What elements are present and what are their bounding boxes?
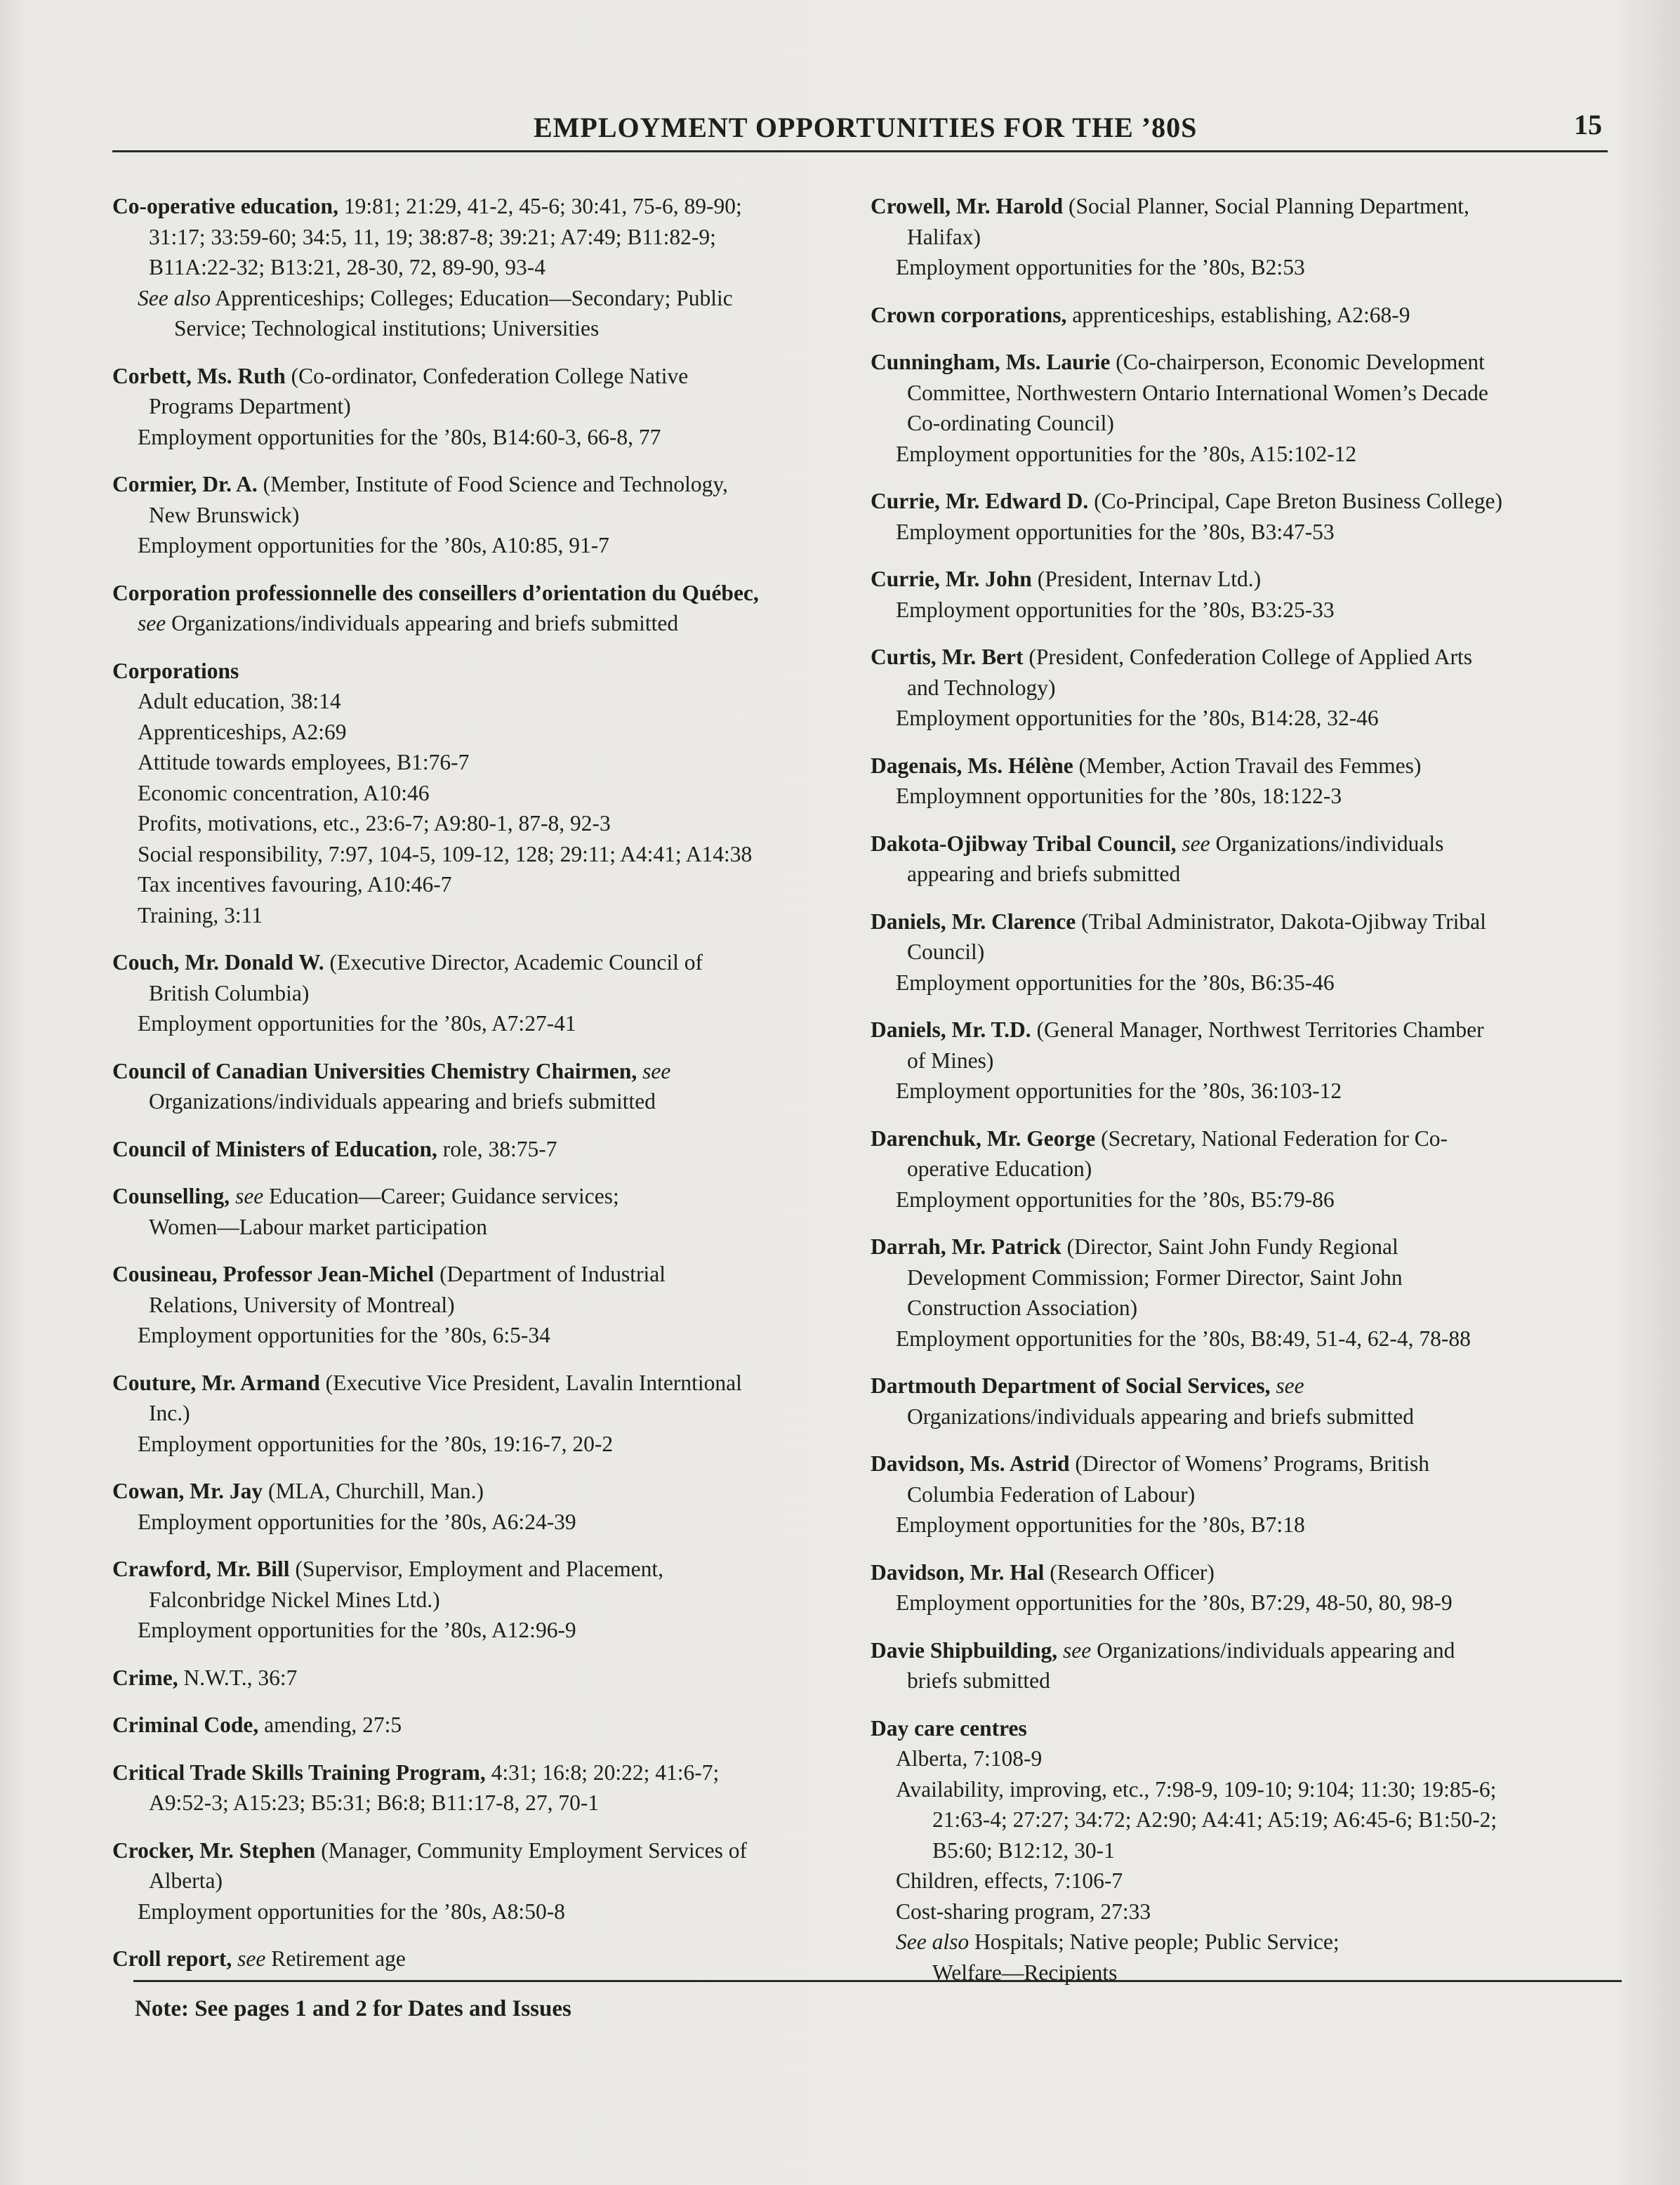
index-term: Daniels, Mr. T.D. [871,1017,1031,1042]
index-text: (Co-ordinator, Confederation College Native [285,363,689,388]
index-text: Organizations/individuals appearing and briefs submitted [149,1089,656,1114]
index-term: Co-operative education, [112,194,338,218]
index-text: Employment opportunities for the ’80s, A7:27-41 [138,1011,576,1036]
index-entry-line [871,1896,1622,1927]
index-text: (Tribal Administrator, Dakota-Ojibway Tribal [1076,909,1486,934]
index-entry-line [871,1927,1622,1958]
index-term: Crown corporations, [871,302,1067,327]
index-entry [871,751,1622,812]
index-entry-line [112,1086,885,1117]
index-text: Employment opportunities for the ’80s, 19:16-7, 20-2 [138,1431,614,1456]
index-term: Croll report, [112,1946,232,1971]
index-text: Welfare—Recipients [932,1960,1118,1985]
index-entry-line [871,937,1622,968]
index-entry-line [871,408,1622,439]
index-text: Training, 3:11 [138,902,263,928]
index-entry-line [112,252,885,283]
index-entry-line [871,1743,1622,1774]
index-text: Employment opportunities for the ’80s, B14:60-3, 66-8, 77 [138,424,661,449]
index-entry-heading-line [871,1713,1622,1744]
index-text: apprenticeships, establishing, A2:68-9 [1066,302,1410,327]
index-text: Employment opportunities for the ’80s, A8:50-8 [138,1899,565,1924]
index-entry-line [112,1788,885,1818]
index-term: Dartmouth Department of Social Services, [871,1373,1271,1398]
index-text: Co-ordinating Council) [907,411,1114,435]
index-text: Alberta, 7:108-9 [896,1746,1043,1771]
index-text: role, 38:75-7 [437,1136,557,1161]
index-entry-line [112,1896,885,1927]
index-entry [871,300,1622,331]
index-term: Darrah, Mr. Patrick [871,1234,1061,1259]
index-entry-line [112,1212,885,1243]
index-term: Counselling, [112,1184,230,1208]
index-text: Inc.) [149,1401,190,1425]
index-entry [871,1635,1622,1696]
index-entry [871,191,1622,283]
index-text: 4:31; 16:8; 20:22; 41:6-7; [485,1760,720,1785]
index-entry-line [871,1479,1622,1510]
index-text: Children, effects, 7:106-7 [896,1868,1123,1893]
index-entry-heading-line [871,642,1622,673]
index-text: Hospitals; Native people; Public Service; [969,1929,1340,1954]
index-text: Halifax) [907,224,981,249]
index-entry-heading-line [871,1015,1622,1045]
index-term: Cousineau, Professor Jean-Michel [112,1262,435,1286]
index-entry-line [112,1290,885,1321]
index-entry-line [112,978,885,1009]
index-entry-line [112,839,885,870]
index-entry-line [112,222,885,253]
index-entry-line [871,1804,1622,1835]
index-text: Attitude towards employees, B1:76-7 [138,750,470,774]
cross-reference-keyword: see [642,1058,671,1083]
index-entry-line [871,1665,1622,1696]
index-text: (MLA, Churchill, Man.) [263,1479,484,1503]
index-text [232,1946,237,1971]
index-entry-heading-line [112,1554,885,1585]
index-entry-heading-line [112,1181,885,1212]
index-text: (Social Planner, Social Planning Department, [1063,194,1469,218]
page-header [112,104,1608,152]
index-entry-line [112,1615,885,1646]
index-entry-heading-line [112,947,885,978]
index-entry [112,1943,885,1974]
index-text: A9:52-3; A15:23; B5:31; B6:8; B11:17-8, 27, 70-1 [149,1790,600,1815]
index-text: B5:60; B12:12, 30-1 [932,1837,1115,1863]
index-entry-line [112,283,885,314]
index-text: British Columbia) [149,980,310,1005]
index-entry-line [871,1293,1622,1323]
index-entry-heading-line [871,829,1622,859]
index-text: (Supervisor, Employment and Placement, [289,1557,663,1581]
index-text: Employment opportunities for the ’80s, B7:29, 48-50, 80, 98-9 [896,1590,1453,1615]
index-entry [871,1015,1622,1107]
index-term: Crime, [112,1665,178,1690]
index-term: Couch, Mr. Donald W. [112,950,324,975]
index-entry-line [871,439,1622,470]
footer-note: Note: See pages 1 and 2 for Dates and Issues [135,1996,571,2021]
cross-reference-keyword: see [138,611,166,635]
right-index-column [871,191,1622,2005]
index-entry-line [112,313,885,344]
index-text: Organizations/individuals [1210,831,1444,856]
index-entry [871,1713,1622,1988]
index-term: Critical Trade Skills Training Program, [112,1760,486,1785]
index-entry [112,1056,885,1117]
index-term: Criminal Code, [112,1712,259,1737]
index-text: Social responsibility, 7:97, 104-5, 109-12, 128; 29:11; A4:41; A14:38 [138,841,753,866]
index-text: Development Commission; Former Director, Saint John [907,1265,1403,1290]
index-entry-heading-line [112,1943,885,1974]
index-entry-heading-line [112,578,885,609]
index-entry [112,1663,885,1694]
index-entry [112,1368,885,1460]
index-text: Employment opportunities for the ’80s, B3:47-53 [896,519,1335,544]
index-entry-heading-line [112,1663,885,1694]
index-entry-heading-line [871,1635,1622,1666]
index-entry [871,1371,1622,1432]
index-entry-heading-line [871,486,1622,517]
index-term: Corbett, Ms. Ruth [112,363,286,388]
index-entry [112,1710,885,1741]
index-text: (Manager, Community Employment Services of [315,1837,747,1863]
index-entry-line [112,686,885,717]
index-entry [112,947,885,1039]
index-entry-line [871,1262,1622,1293]
index-entry [871,829,1622,890]
index-entry [871,1232,1622,1354]
index-entry-line [871,703,1622,734]
index-entry-heading-line [112,191,885,222]
cross-reference-keyword: see [1063,1637,1092,1663]
index-entry [871,1123,1622,1215]
index-text: Employment opportunities for the ’80s, A6:24-39 [138,1509,576,1534]
index-entry-line [112,391,885,422]
index-entry-line [112,1008,885,1039]
index-text: operative Education) [907,1156,1092,1181]
index-text: Columbia Federation of Labour) [907,1481,1196,1507]
index-text: Apprenticeships, A2:69 [138,719,347,744]
cross-reference-keyword: see [1276,1373,1304,1398]
index-text: Adult education, 38:14 [138,689,341,713]
index-entry-line [871,1510,1622,1540]
index-text: Employment opportunities for the ’80s, 6:5-34 [138,1323,550,1347]
index-text: briefs submitted [907,1668,1050,1693]
index-entry [871,347,1622,469]
index-text: appearing and briefs submitted [907,862,1181,886]
index-text: Organizations/individuals appearing and briefs submitted [907,1404,1415,1429]
index-entry [112,361,885,453]
index-entry-heading-line [871,906,1622,937]
index-entry [112,656,885,931]
index-entry-line [871,1958,1622,1988]
index-entry-heading-line [871,347,1622,378]
index-entry-heading-line [112,361,885,392]
index-term: Dagenais, Ms. Hélène [871,753,1073,778]
index-text: Employment opportunities for the ’80s, B5:79-86 [896,1187,1335,1212]
index-text: (Director of Womens’ Programs, British [1069,1451,1430,1476]
index-text: Employment opportunities for the ’80s, B7:18 [896,1512,1305,1537]
index-text: of Mines) [907,1048,994,1073]
index-entry [112,1181,885,1242]
left-index-column [112,191,885,1991]
index-text: (President, Confederation College of Applied Arts [1023,645,1473,669]
index-entry-line [112,422,885,453]
index-entry-heading-line [871,191,1622,222]
cross-reference-keyword: See also [138,285,211,310]
index-text [1057,1638,1063,1663]
index-term: Cowan, Mr. Jay [112,1479,263,1503]
index-entry-line [112,869,885,900]
index-text: and Technology) [907,675,1056,700]
index-text: Availability, improving, etc., 7:98-9, 109-10; 9:104; 11:30; 19:85-6; [896,1776,1497,1802]
index-text: (Executive Vice President, Lavalin Interntional [319,1370,742,1395]
index-text: amending, 27:5 [258,1712,402,1737]
index-text: Employment opportunities for the ’80s, B6:35-46 [896,970,1335,995]
index-entry [112,578,885,639]
cross-reference-keyword: See also [896,1929,970,1954]
index-text: Women—Labour market participation [149,1214,488,1239]
index-text: (Executive Director, Academic Council of [324,950,703,975]
index-text: Committee, Northwestern Ontario International Women’s Decade [907,380,1488,405]
index-term: Davidson, Ms. Astrid [871,1451,1070,1476]
index-entry-heading-line [112,656,885,687]
index-entry-line [871,378,1622,409]
index-entry-heading-line [871,1448,1622,1479]
index-entry-line [871,859,1622,890]
index-term: Curtis, Mr. Bert [871,645,1024,669]
index-text: Employment opportunities for the ’80s, B14:28, 32-46 [896,706,1379,730]
index-term: Council of Canadian Universities Chemistry Chairmen, [112,1058,637,1083]
index-term: Cormier, Dr. A. [112,472,258,496]
index-term: Davie Shipbuilding, [871,1637,1058,1663]
index-entry-line [871,1866,1622,1896]
index-entry [871,906,1622,998]
index-term: Currie, Mr. Edward D. [871,489,1089,513]
index-entry [112,1476,885,1537]
index-text: Organizations/individuals appearing and briefs submitted [166,611,679,635]
index-text: (President, Internav Ltd.) [1031,567,1262,591]
index-entry [871,1557,1622,1618]
index-text: Employment opportunities for the ’80s, 36:103-12 [896,1078,1342,1103]
index-text: 19:81; 21:29, 41-2, 45-6; 30:41, 75-6, 89-90; [338,194,742,218]
index-entry [112,469,885,561]
index-entry-heading-line [112,1134,885,1165]
index-term: Dakota-Ojibway Tribal Council, [871,831,1177,856]
index-text: Falconbridge Nickel Mines Ltd.) [149,1587,440,1612]
index-entry-line [112,1320,885,1351]
index-entry-line [112,500,885,531]
index-text: Education—Career; Guidance services; [263,1184,619,1208]
index-text: Alberta) [149,1868,223,1893]
index-text: Relations, University of Montreal) [149,1292,455,1317]
index-entry [871,642,1622,734]
index-term: Currie, Mr. John [871,567,1032,591]
index-text: (Secretary, National Federation for Co- [1095,1125,1448,1151]
index-entry-heading-line [871,1232,1622,1262]
index-term: Crawford, Mr. Bill [112,1557,290,1581]
index-entry-line [112,808,885,839]
index-entry-heading-line [871,1123,1622,1154]
index-term: Crocker, Mr. Stephen [112,1837,316,1863]
index-text: N.W.T., 36:7 [178,1665,298,1690]
index-entry-line [112,608,885,639]
index-entry-heading-line [112,1835,885,1866]
index-entry-line [871,252,1622,283]
index-term: Corporation professionnelle des conseillers d’orientation du Québec, [112,580,759,605]
index-text: (Department of Industrial [434,1262,666,1286]
index-text: Employmnent opportunities for the ’80s, 18:122-3 [896,784,1342,808]
index-entry [112,191,885,344]
index-entry-line [871,1401,1622,1432]
index-entry-line [112,1429,885,1460]
index-entry-line [871,222,1622,253]
index-term: Corporations [112,658,239,683]
index-entry-line [871,673,1622,704]
index-text: (General Manager, Northwest Territories Chamber [1031,1017,1484,1042]
index-text: 21:63-4; 27:27; 34:72; A2:90; A4:41; A5:19; A6:45-6; B1:50-2; [932,1807,1497,1832]
index-text: Employment opportunities for the ’80s, A15:102-12 [896,441,1357,466]
index-text: (Research Officer) [1044,1559,1215,1585]
page-number: 15 [1574,109,1602,140]
index-entry-heading-line [871,1371,1622,1401]
index-text: Organizations/individuals appearing and [1091,1637,1455,1663]
index-term: Day care centres [871,1715,1027,1741]
index-text [230,1184,235,1208]
index-text: Service; Technological institutions; Universities [174,316,600,341]
index-text: (Co-Principal, Cape Breton Business College) [1088,489,1502,513]
index-entry-heading-line [112,1259,885,1290]
index-term: Council of Ministers of Education, [112,1136,437,1161]
index-text: Apprenticeships; Colleges; Education—Secondary; Public [211,285,733,310]
index-text: 31:17; 33:59-60; 34:5, 11, 19; 38:87-8; 39:21; A7:49; B11:82-9; [149,224,716,249]
index-text: Employment opportunities for the ’80s, A10:85, 91-7 [138,533,609,557]
index-term: Davidson, Mr. Hal [871,1559,1045,1585]
index-text: Cost-sharing program, 27:33 [896,1899,1151,1924]
index-entry-line [112,1585,885,1616]
index-term: Cunningham, Ms. Laurie [871,350,1111,374]
index-entry-heading-line [112,1757,885,1788]
index-entry-line [112,530,885,561]
index-text: B11A:22-32; B13:21, 28-30, 72, 89-90, 93-4 [149,255,545,279]
index-entry-line [871,1184,1622,1215]
index-entry-line [112,747,885,778]
running-title: EMPLOYMENT OPPORTUNITIES FOR THE ’80S [534,112,1198,143]
index-entry-line [871,1076,1622,1107]
index-entry-line [871,968,1622,998]
index-term: Darenchuk, Mr. George [871,1125,1096,1151]
index-entry-heading-line [112,469,885,500]
index-entry-line [112,900,885,931]
index-entry [112,1134,885,1165]
index-entry-heading-line [871,564,1622,595]
index-entry-heading-line [112,1368,885,1399]
index-entry-line [871,1587,1622,1618]
index-text: Retirement age [265,1946,406,1971]
index-entry [112,1835,885,1927]
cross-reference-keyword: see [1182,831,1210,856]
index-entry-line [871,517,1622,548]
index-text: (Member, Institute of Food Science and Technology, [257,472,728,496]
index-entry-heading-line [112,1710,885,1741]
index-text: Employment opportunities for the ’80s, A12:96-9 [138,1618,576,1642]
index-entry-line [871,1154,1622,1184]
index-entry [871,1448,1622,1540]
index-entry-line [112,717,885,748]
index-entry [112,1259,885,1351]
index-entry-line [871,595,1622,626]
index-text: Employment opportunities for the ’80s, B3:25-33 [896,597,1335,622]
index-text: Programs Department) [149,394,351,418]
index-entry-heading-line [871,300,1622,331]
index-term: Crowell, Mr. Harold [871,194,1064,218]
index-text: (Member, Action Travail des Femmes) [1073,753,1422,778]
index-text: (Director, Saint John Fundy Regional [1061,1234,1398,1259]
index-text: Profits, motivations, etc., 23:6-7; A9:80-1, 87-8, 92-3 [138,811,611,836]
index-entry [871,486,1622,547]
cross-reference-keyword: see [237,1946,266,1971]
index-text: New Brunswick) [149,502,300,527]
index-entry-line [871,1774,1622,1805]
index-text: Economic concentration, A10:46 [138,780,430,805]
index-term: Couture, Mr. Armand [112,1370,320,1395]
index-entry-line [871,1323,1622,1354]
index-text: Construction Association) [907,1295,1138,1320]
index-entry-heading-line [871,1557,1622,1588]
index-entry-line [112,1398,885,1429]
index-entry-line [871,1045,1622,1076]
index-entry-line [112,1507,885,1538]
index-entry-heading-line [112,1056,885,1087]
index-text: Employment opportunities for the ’80s, B2:53 [896,255,1305,279]
index-entry-line [871,1835,1622,1866]
index-entry-line [112,778,885,809]
index-text: Tax incentives favouring, A10:46-7 [138,872,452,897]
index-text: (Co-chairperson, Economic Development [1110,350,1485,374]
index-entry [112,1554,885,1646]
index-entry-line [112,1866,885,1896]
index-text: Council) [907,939,985,964]
index-text: Employment opportunities for the ’80s, B8:49, 51-4, 62-4, 78-88 [896,1326,1471,1351]
index-entry [112,1757,885,1818]
index-entry-heading-line [112,1476,885,1507]
footer-divider [133,1980,1622,1982]
index-text [637,1059,642,1083]
index-term: Daniels, Mr. Clarence [871,909,1076,934]
index-entry-heading-line [871,751,1622,781]
index-entry-line [871,781,1622,812]
cross-reference-keyword: see [235,1184,264,1208]
index-entry [871,564,1622,625]
